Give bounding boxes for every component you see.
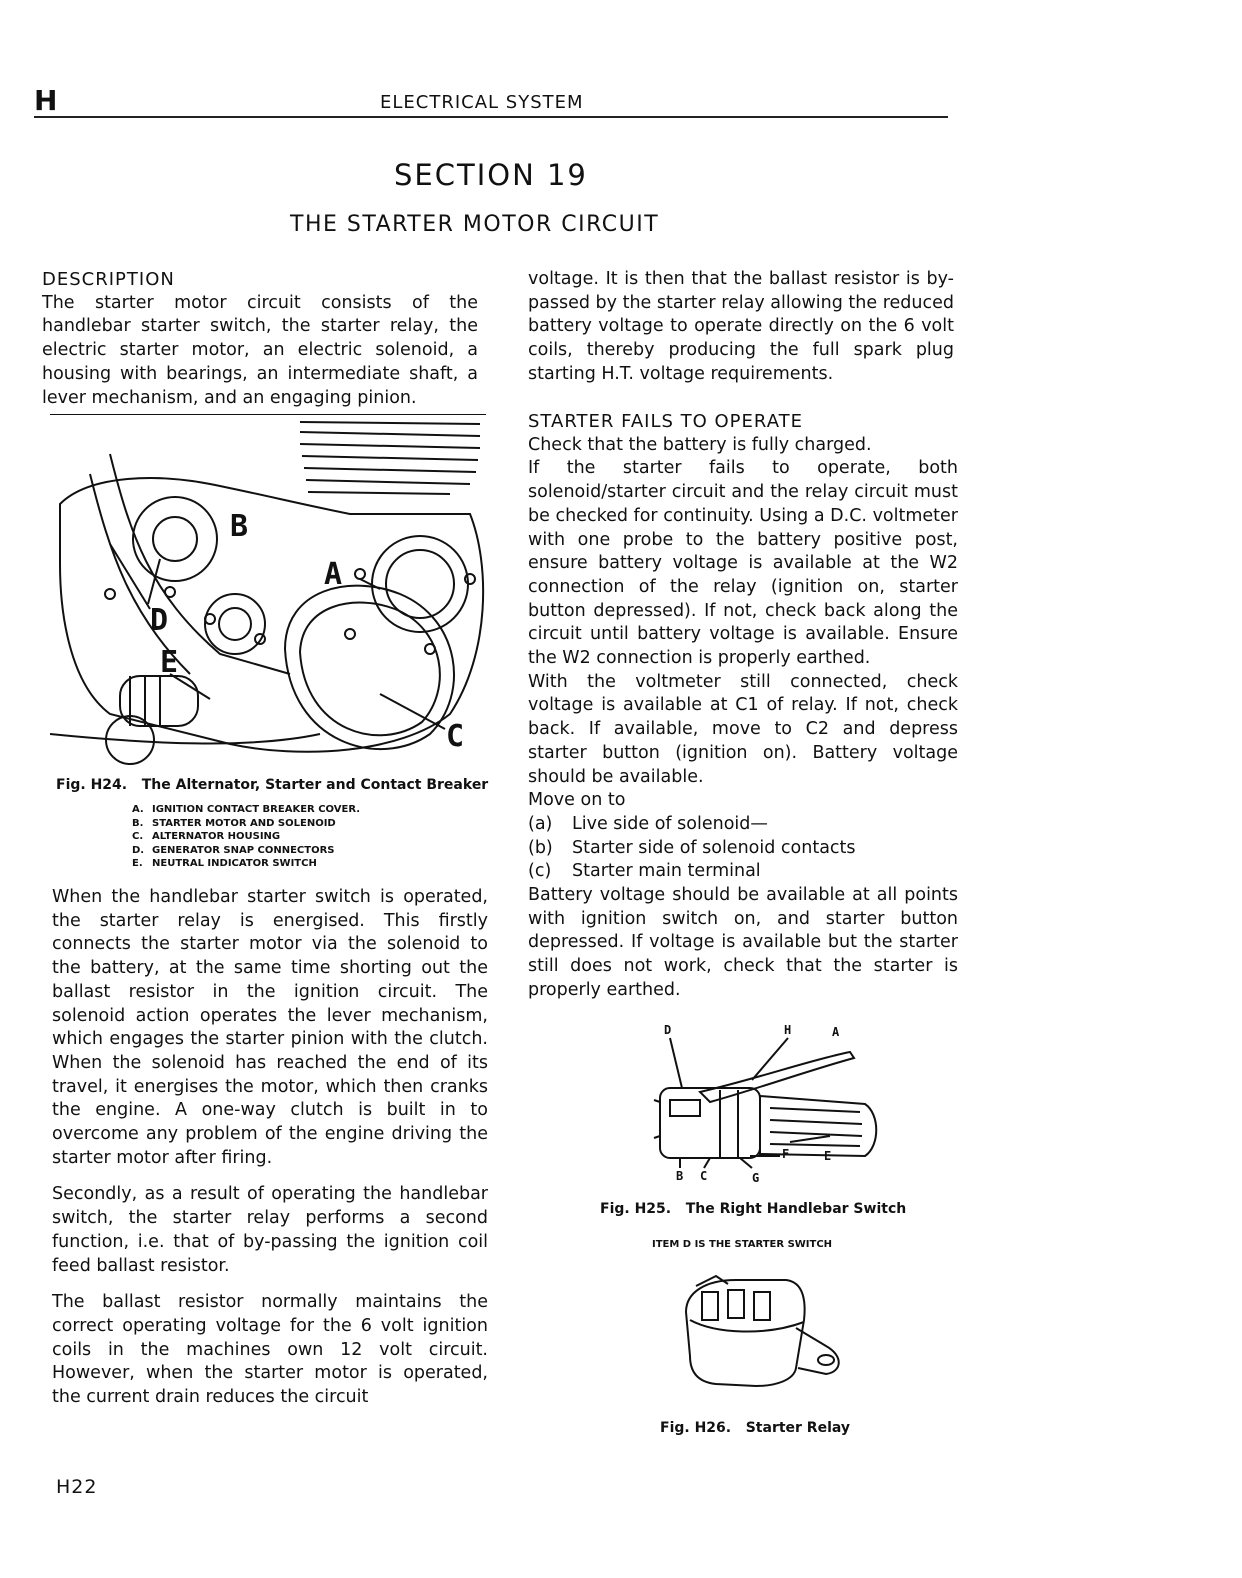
description-continued (52, 886, 488, 1410)
fig-h25-label-b: B (676, 1169, 684, 1183)
legend-item: B. STARTER MOTOR AND SOLENOID (132, 817, 336, 829)
fails-move-on: Move on to (528, 790, 626, 811)
fig-h24-label-d: D (150, 603, 169, 638)
description-para-3: The ballast resistor normally maintains the correct operating voltage for the 6 volt ignition coils in the machines own 12 volt circuit. However, when the starter motor is operated, the current drain reduces the circuit (52, 1292, 488, 1408)
fig-h25-label-e: E (824, 1149, 832, 1163)
page-number: H22 (56, 1476, 98, 1498)
fails-block (528, 410, 958, 1003)
fig-h25-note: ITEM D IS THE STARTER SWITCH (652, 1239, 833, 1250)
fig-h25-label-g: G (752, 1171, 760, 1185)
description-block (42, 268, 478, 410)
fails-list (528, 813, 958, 884)
fails-p4: Battery voltage should be available at all points with ignition switch on, and starter button depressed. If voltage is available but the starter still does not work, check that the starter is properly earthed. (528, 885, 958, 1000)
fig-h24-label-e: E (160, 645, 179, 680)
fig-h26-caption: Fig. H26. Starter Relay (660, 1420, 851, 1436)
fig-h24-label-c: C (446, 719, 465, 754)
header-rule (34, 116, 948, 118)
fig-h24-legend (132, 803, 360, 871)
description-para-2: Secondly, as a result of operating the handlebar switch, the starter relay performs a second function, i.e. that of by-passing the ignition coil feed ballast resistor. (52, 1184, 488, 1276)
fails-p2: If the starter fails to operate, both solenoid/starter circuit and the relay circuit must be checked for continuity. Using a D.C. voltmeter with one probe to the battery positive post, ensure battery voltage is available at the W2 connection of the relay (ignition on, starter button depressed). If not, check back along the circuit until battery voltage is available. Ensure the W2 connection is properly earthed. (528, 458, 958, 669)
list-item: (a) Live side of solenoid— (528, 813, 768, 834)
fig-h25-label-c: C (700, 1169, 708, 1183)
figure-h25-drawing (640, 1018, 890, 1188)
section-letter: H (34, 84, 58, 117)
fig-h24-caption: Fig. H24. The Alternator, Starter and Contact Breaker (56, 777, 489, 793)
legend-item: C. ALTERNATOR HOUSING (132, 831, 281, 842)
fig-h25-label-h: H (784, 1023, 792, 1037)
description-heading: DESCRIPTION (42, 269, 175, 290)
legend-item: A. IGNITION CONTACT BREAKER COVER. (132, 804, 361, 815)
fails-heading: STARTER FAILS TO OPERATE (528, 411, 803, 432)
fails-p1: Check that the battery is fully charged. (528, 434, 872, 455)
fig-h25-caption: Fig. H25. The Right Handlebar Switch (600, 1201, 907, 1217)
fig-h24-label-b: B (230, 509, 249, 544)
figure-h26-drawing (676, 1272, 848, 1390)
fails-p3: With the voltmeter still connected, check voltage is available at C1 of relay. If not, check back. If available, move to C2 and depress starter button (ignition on). Battery voltage should be available. (528, 671, 958, 787)
legend-item: D. GENERATOR SNAP CONNECTORS (132, 844, 335, 856)
fig-h25-label-d: D (664, 1023, 672, 1037)
fig-h24-label-a: A (324, 557, 343, 592)
description-para-1: When the handlebar starter switch is operated, the starter relay is energised. This firstly connects the starter motor via the solenoid to the battery, at the same time shorting out the ballast resistor in the ignition circuit. The solenoid action operates the lever mechanism, which engages the starter pinion with the clutch. When the solenoid has reached the end of its travel, it energises the motor, which then cranks the engine. A one-way clutch is built in to overcome any problem of the engine driving the starter motor after firing. (52, 887, 488, 1168)
description-para-3-cont: voltage. It is then that the ballast resistor is by-passed by the starter relay allowing the reduced battery voltage to operate directly on the 6 volt coils, thereby producing the full spark plug starting H.T. voltage requirements. (528, 269, 954, 384)
section-title: THE STARTER MOTOR CIRCUIT (290, 212, 660, 237)
fig-h25-label-f: F (782, 1147, 790, 1161)
right-column-top (528, 268, 954, 387)
section-number: SECTION 19 (394, 158, 588, 192)
list-item: (b) Starter side of solenoid contacts (528, 837, 856, 858)
running-header: ELECTRICAL SYSTEM (380, 92, 584, 113)
list-item: (c) Starter main terminal (528, 861, 761, 882)
description-intro: The starter motor circuit consists of the handlebar starter switch, the starter relay, the electric starter motor, an electric solenoid, a housing with bearings, an intermediate shaft, a lever mechanism, and an engaging pinion. (42, 292, 478, 408)
cylinder-fins (300, 422, 480, 494)
figure-h24-drawing (50, 414, 486, 776)
legend-item: E. NEUTRAL INDICATOR SWITCH (132, 858, 317, 869)
fig-h25-label-a: A (832, 1025, 840, 1039)
